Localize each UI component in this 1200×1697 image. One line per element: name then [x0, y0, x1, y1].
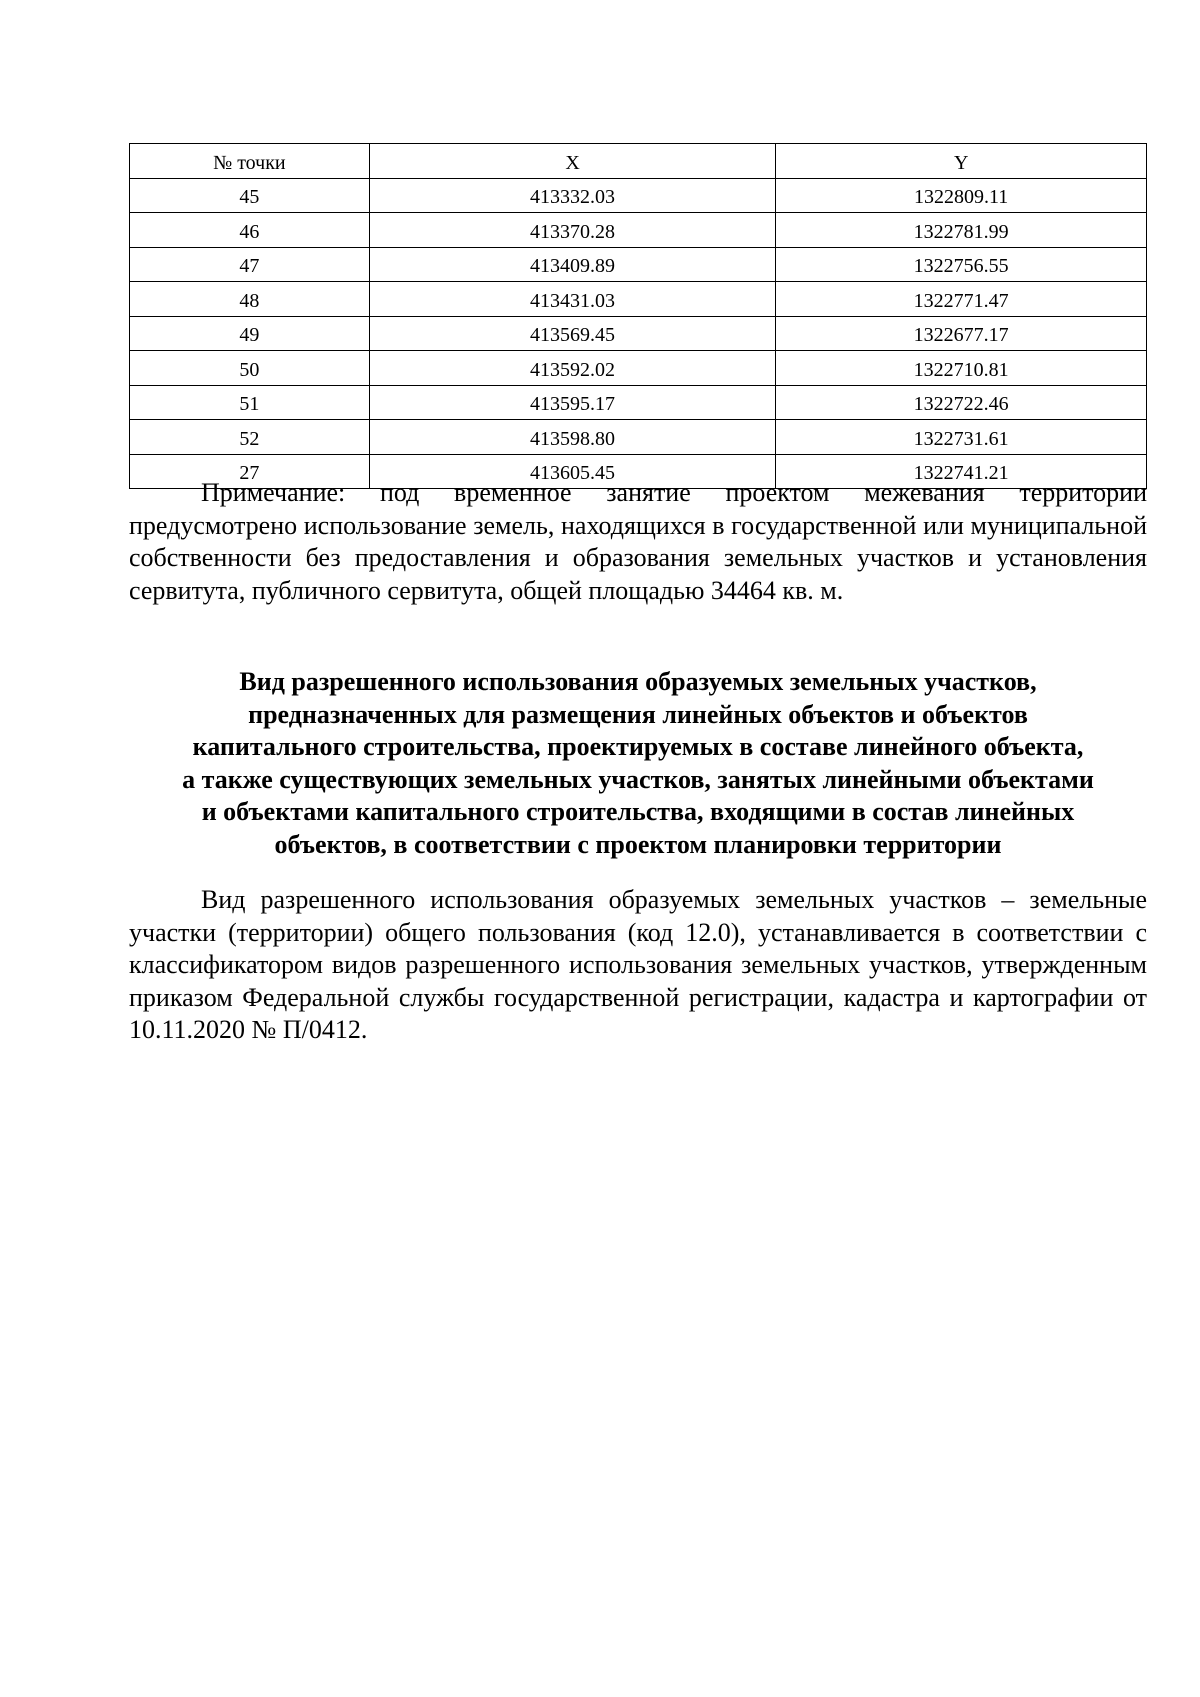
heading-line: Вид разрешенного использования образуемых земельных участков,	[239, 667, 1037, 696]
table-row	[130, 213, 1147, 248]
cell-y: 1322771.47	[776, 282, 1147, 317]
table-row	[130, 420, 1147, 455]
cell-y: 1322741.21	[776, 454, 1147, 489]
heading-line: и объектами капитального строительства, входящими в состав линейных	[201, 797, 1075, 826]
table-row	[130, 282, 1147, 317]
cell-point-number: 52	[130, 420, 370, 455]
cell-point-number: 49	[130, 316, 370, 351]
header-x: X	[369, 144, 776, 179]
body-paragraph: Вид разрешенного использования образуемых земельных участков – земельные участки (территории) общего пользования (код 12.0), устанавливается в соответствии с классификатором видов разрешенного использования земельных участков, утвержденным приказом Федеральной службы государственной регистрации, кадастра и картографии от 10.11.2020 № П/0412.	[129, 885, 1147, 1044]
cell-point-number: 46	[130, 213, 370, 248]
cell-y: 1322756.55	[776, 247, 1147, 282]
cell-x: 413569.45	[369, 316, 776, 351]
cell-point-number: 45	[130, 178, 370, 213]
header-y: Y	[776, 144, 1147, 179]
coordinates-table	[129, 143, 1147, 489]
cell-y: 1322731.61	[776, 420, 1147, 455]
header-point-number: № точки	[130, 144, 370, 179]
heading-line: капитального строительства, проектируемых в составе линейного объекта,	[192, 732, 1084, 761]
cell-y: 1322710.81	[776, 351, 1147, 386]
cell-y: 1322809.11	[776, 178, 1147, 213]
table-row	[130, 385, 1147, 420]
table-row	[130, 178, 1147, 213]
cell-y: 1322781.99	[776, 213, 1147, 248]
cell-point-number: 48	[130, 282, 370, 317]
cell-point-number: 47	[130, 247, 370, 282]
cell-x: 413592.02	[369, 351, 776, 386]
cell-y: 1322677.17	[776, 316, 1147, 351]
cell-x: 413598.80	[369, 420, 776, 455]
cell-point-number: 27	[130, 454, 370, 489]
cell-x: 413409.89	[369, 247, 776, 282]
heading-line: предназначенных для размещения линейных объектов и объектов	[248, 699, 1028, 729]
table-row	[130, 316, 1147, 351]
cell-x: 413595.17	[369, 385, 776, 420]
table-row	[130, 247, 1147, 282]
note-paragraph: Примечание: под временное занятие проектом межевания территории предусмотрено использование земель, находящихся в государственной или муниципальной собственности без предоставления и образования земельных участков и установления сервитута, публичного сервитута, общей площадью 34464 кв. м.	[129, 478, 1147, 605]
heading-line: объектов, в соответствии с проектом планировки территории	[274, 829, 1002, 859]
cell-x: 413605.45	[369, 454, 776, 489]
cell-point-number: 51	[130, 385, 370, 420]
section-heading	[129, 666, 1147, 861]
cell-x: 413332.03	[369, 178, 776, 213]
cell-x: 413370.28	[369, 213, 776, 248]
table-row	[130, 351, 1147, 386]
cell-point-number: 50	[130, 351, 370, 386]
cell-y: 1322722.46	[776, 385, 1147, 420]
cell-x: 413431.03	[369, 282, 776, 317]
table-header-row	[130, 144, 1147, 179]
heading-line: а также существующих земельных участков, занятых линейными объектами	[182, 764, 1094, 794]
